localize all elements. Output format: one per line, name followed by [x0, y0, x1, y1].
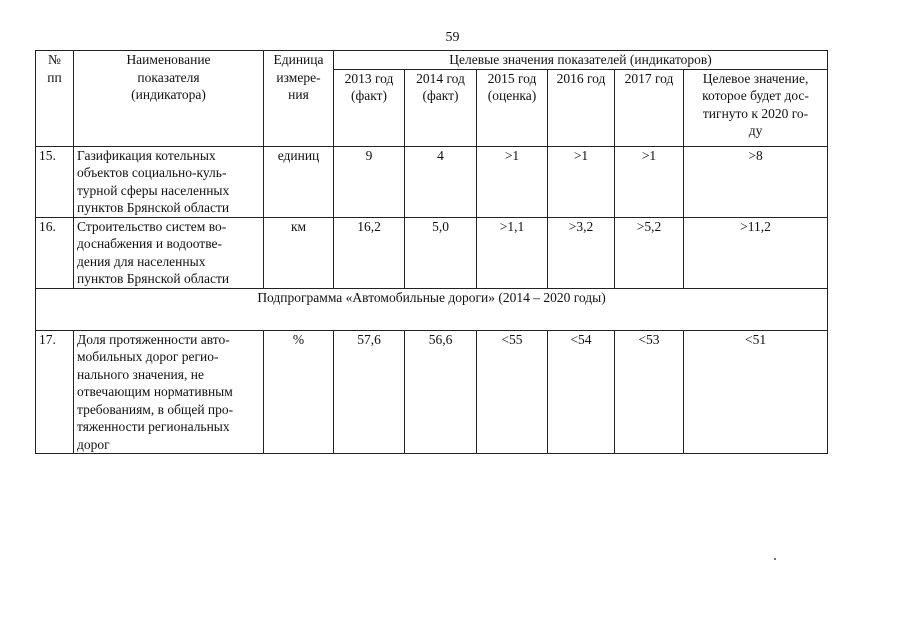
- row-value: 16,2: [334, 217, 405, 288]
- header-year-2013: 2013 год (факт): [334, 69, 405, 146]
- table-row: [36, 330, 828, 454]
- row-value: <55: [477, 330, 548, 454]
- header-name: Наименование показателя (индикатора): [74, 51, 264, 147]
- row-value: <51: [684, 330, 828, 454]
- row-value: >3,2: [548, 217, 615, 288]
- header-target-2020: Целевое значение, которое будет дос- тигнуто к 2020 го- ду: [684, 69, 828, 146]
- row-value: 5,0: [405, 217, 477, 288]
- row-value: >1: [477, 146, 548, 217]
- row-num: 17.: [36, 330, 74, 454]
- header-year-2014: 2014 год (факт): [405, 69, 477, 146]
- row-value: <53: [615, 330, 684, 454]
- row-value: 57,6: [334, 330, 405, 454]
- scan-speck: [774, 558, 776, 560]
- header-row-top: [36, 51, 828, 70]
- header-targets: Целевые значения показателей (индикаторов): [334, 51, 828, 70]
- row-value: >1: [615, 146, 684, 217]
- page-number: 59: [445, 30, 460, 45]
- row-value: >1: [548, 146, 615, 217]
- row-value: >11,2: [684, 217, 828, 288]
- header-year-2016: 2016 год: [548, 69, 615, 146]
- row-value: 56,6: [405, 330, 477, 454]
- subprogram-row: [36, 288, 828, 330]
- row-name: Доля протяженности авто- мобильных дорог регио- нального значения, не отвечающим нормативным требованиям, в общей про- тяженности региональных дорог: [74, 330, 264, 454]
- row-value: 9: [334, 146, 405, 217]
- table-row: [36, 146, 828, 217]
- row-unit: км: [264, 217, 334, 288]
- row-unit: единиц: [264, 146, 334, 217]
- subprogram-title: Подпрограмма «Автомобильные дороги» (2014 – 2020 годы): [36, 288, 828, 330]
- header-year-2015: 2015 год (оценка): [477, 69, 548, 146]
- table-row: [36, 217, 828, 288]
- row-num: 15.: [36, 146, 74, 217]
- indicators-table: [35, 50, 828, 454]
- row-num: 16.: [36, 217, 74, 288]
- row-value: >5,2: [615, 217, 684, 288]
- header-num: № пп: [36, 51, 74, 147]
- row-value: >1,1: [477, 217, 548, 288]
- row-value: <54: [548, 330, 615, 454]
- row-name: Газификация котельных объектов социально-куль- турной сферы населенных пунктов Брянской области: [74, 146, 264, 217]
- row-unit: %: [264, 330, 334, 454]
- row-value: 4: [405, 146, 477, 217]
- header-year-2017: 2017 год: [615, 69, 684, 146]
- row-value: >8: [684, 146, 828, 217]
- header-unit: Единица измере- ния: [264, 51, 334, 147]
- row-name: Строительство систем во- доснабжения и водоотве- дения для населенных пунктов Брянской области: [74, 217, 264, 288]
